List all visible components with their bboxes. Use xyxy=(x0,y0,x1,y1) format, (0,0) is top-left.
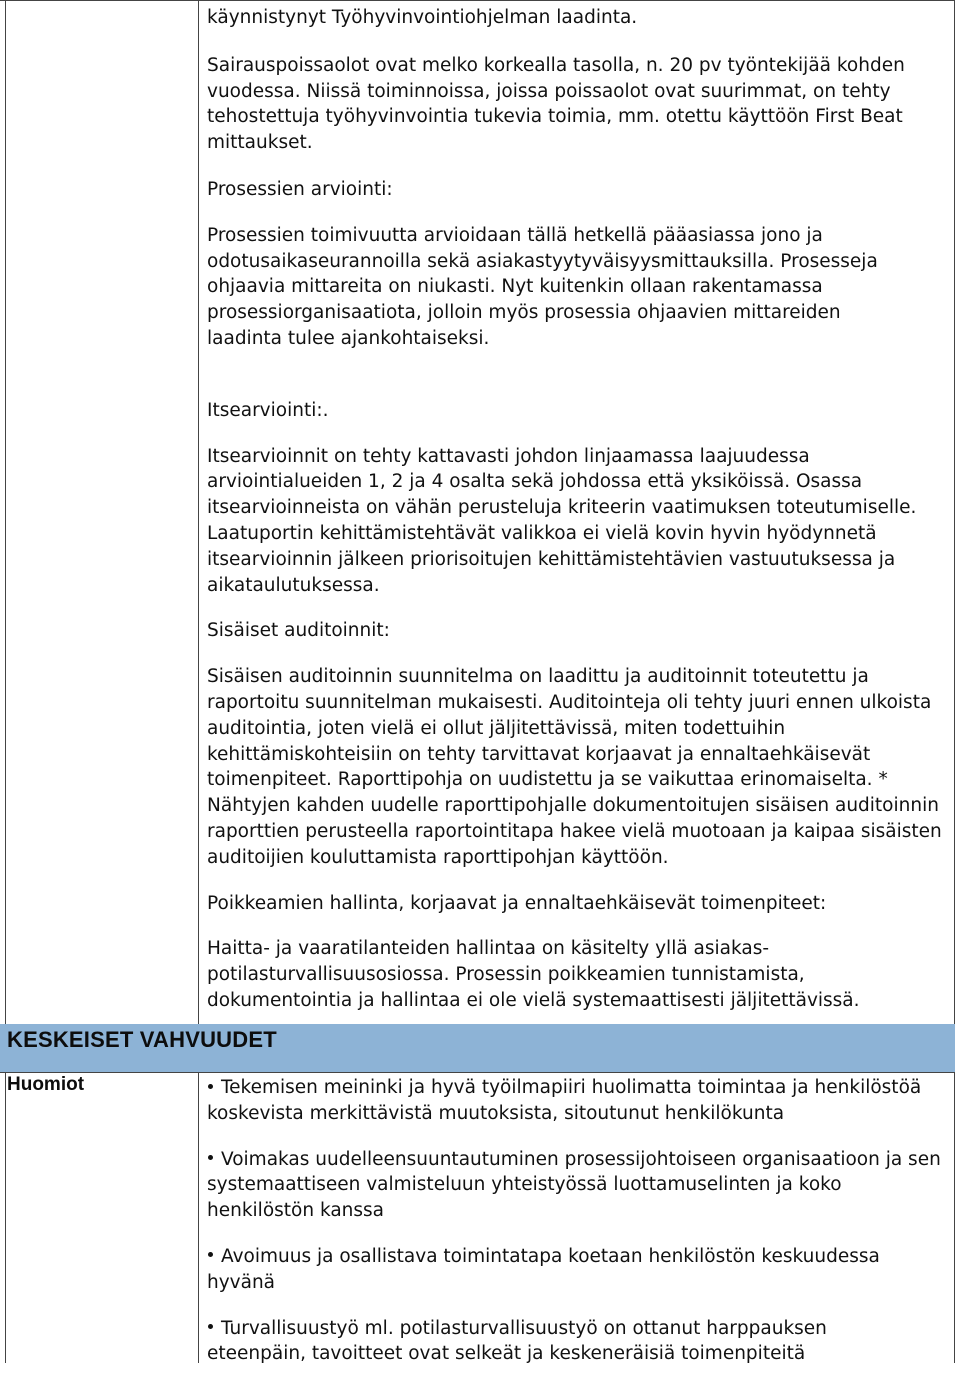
paragraph-prosessien-toimivuus: Prosessien toimivuutta arvioidaan tällä hetkellä pääasiassa jono ja odotusaikaseurannoilla sekä asiakastyytyväisyysmittauksilla. Prosesseja ohjaavia mittareita on niukasti. Nyt kuitenkin ollaan rakentamassa prosessiorganisaatiota, jolloin myös prosessia ohjaavien mittareiden laadinta tulee ajankohtaiseksi. xyxy=(207,224,878,349)
label-huomiot: Huomiot xyxy=(7,1074,85,1095)
list-item: Tekemisen meininki ja hyvä työilmapiiri huolimatta toimintaa ja henkilöstöä koskevista merkittävistä muutoksista, sitoutunut henkilökunta xyxy=(207,1077,922,1124)
table-top-border xyxy=(0,0,955,1)
bullet-icon xyxy=(208,1155,213,1160)
list-item: Turvallisuustyö ml. potilasturvallisuustyö on ottanut harppauksen eteenpäin, tavoitteet ovat selkeät ja keskeneräisiä toimenpiteitä xyxy=(207,1317,827,1365)
heading-itsearviointi: Itsearviointi:. xyxy=(207,399,329,421)
table-column-divider-lower xyxy=(198,1072,199,1363)
paragraph-tyohyvinvointi: käynnistynyt Työhyvinvointiohjelman laadinta. xyxy=(207,7,638,28)
table-right-border xyxy=(954,0,955,1363)
heading-poikkeamien-hallinta: Poikkeamien hallinta, korjaavat ja ennaltaehkäisevät toimenpiteet: xyxy=(207,892,827,914)
paragraph-itsearvioinnit: Itsearvioinnit on tehty kattavasti johdon linjaamassa laajuudessa arviointialueiden 1, 2 ja 4 osalta sekä johdossa että yksiköissä. Osassa itsearvioinneista on vähän perusteluja kriteerin vaatimuksen toteutumiselle. Laatuportin kehittämistehtävät valikkoa ei vielä kovin hyvin hyödynnetä itsearvioinnin jälkeen priorisoitujen kehittämistehtävien vastuutuksessa ja aikataulutuksessa. xyxy=(207,445,917,596)
strengths-list xyxy=(207,1075,952,1387)
heading-sisaiset-auditoinnit: Sisäiset auditoinnit: xyxy=(207,620,390,642)
table-column-divider xyxy=(198,0,199,1024)
bullet-icon xyxy=(208,1324,213,1329)
list-item: Voimakas uudelleensuuntautuminen prosessijohtoiseen organisaatioon ja sen systemaattiseen valmisteluun yhteistyössä luottamuselinten ja koko henkilöstön kanssa xyxy=(207,1148,941,1222)
paragraph-sairauspoissaolot: Sairauspoissaolot ovat melko korkealla tasolla, n. 20 pv työntekijää kohden vuodessa. Niissä toiminnoissa, joissa poissaolot ovat suurimmat, on tehty tehostettuja työhyvinvointia tukevia toimia, mm. otettu käyttöön First Beat mittaukset. xyxy=(207,54,905,154)
bullet-icon xyxy=(208,1084,213,1089)
table-left-border xyxy=(5,0,6,1363)
row-divider-lower xyxy=(0,1072,955,1073)
paragraph-haitta-ja-vaaratilanteet: Haitta- ja vaaratilanteiden hallintaa on käsitelty yllä asiakas-potilasturvallisuusosiossa. Prosessin poikkeamien tunnistamista, dokumentointia ja hallintaa ei ole vielä systemaattisesti jäljitettävissä. xyxy=(207,938,860,1011)
bullet-icon xyxy=(208,1252,213,1257)
section-title-keskeiset-vahvuudet: KESKEISET VAHVUUDET xyxy=(7,1027,277,1052)
list-item: Avoimuus ja osallistava toimintatapa koetaan henkilöstön keskuudessa hyvänä xyxy=(207,1245,880,1293)
paragraph-sisainen-auditointi: Sisäisen auditoinnin suunnitelma on laadittu ja auditoinnit toteutettu ja raportoitu suunnitelman mukaisesti. Auditointeja oli tehty juuri ennen ulkoista auditointia, joten vielä ei ollut jäljitettävissä, miten todettuihin kehittämiskohteisiin on tehty tarvittavat korjaavat ja ennaltaehkäisevät toimenpiteet. Raporttipohja on uudistettu ja se vaikuttaa erinomaiselta. * Nähtyjen kahden uudelle raporttipohjalle dokumentoitujen sisäisen auditoinnin raporttien perusteella raportointitapa hakee vielä muotoaan ja kaipaa sisäisten auditoijien kouluttamista raporttipohjan käyttöön. xyxy=(207,666,942,868)
heading-prosessien-arviointi: Prosessien arviointi: xyxy=(207,178,393,200)
upper-cell-content xyxy=(207,5,949,1014)
